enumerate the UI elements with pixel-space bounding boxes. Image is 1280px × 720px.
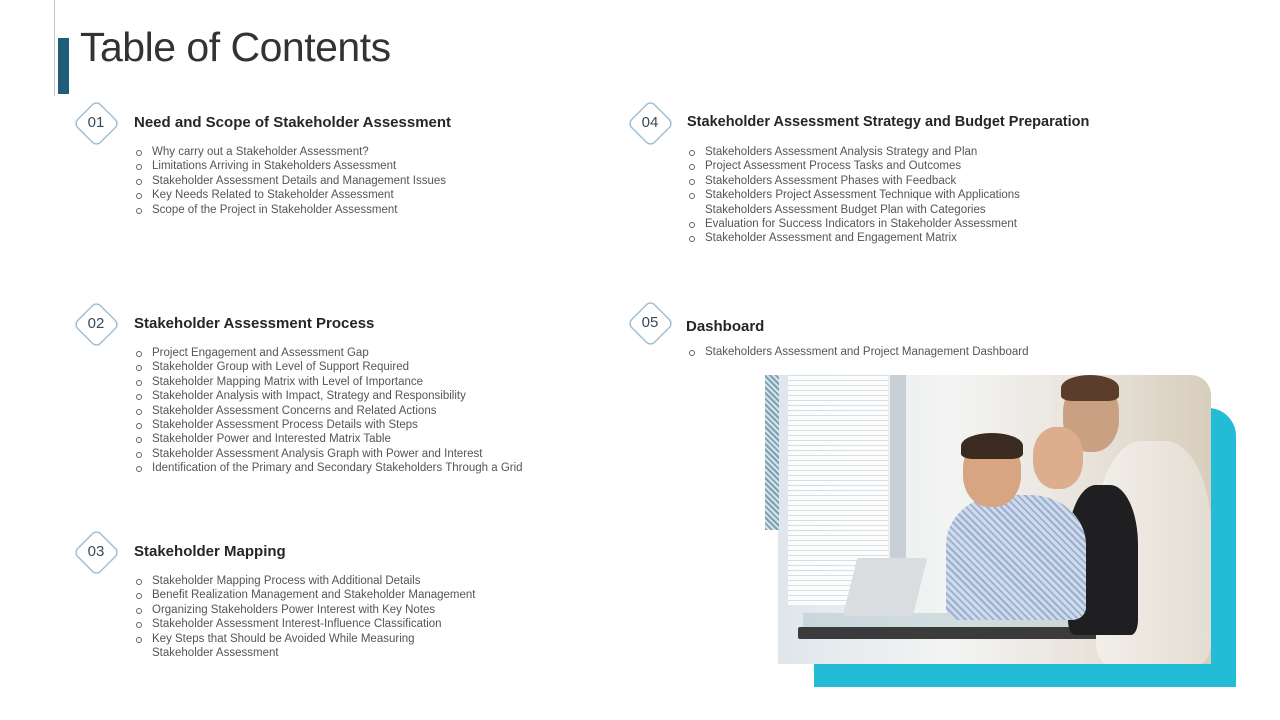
laptop <box>843 558 927 616</box>
section-number-badge <box>74 101 118 145</box>
list-item: Stakeholder Assessment Details and Management Issues <box>134 174 594 188</box>
section-number: 02 <box>87 315 105 332</box>
list-item: Stakeholders Assessment Analysis Strategy and Plan <box>687 145 1147 159</box>
person-seated-hair <box>961 433 1023 459</box>
section-number-badge <box>628 101 672 145</box>
list-item: Stakeholder Mapping Matrix with Level of Importance <box>134 375 594 389</box>
section-title: Stakeholder Assessment Process <box>134 315 375 332</box>
section-items <box>687 345 1147 359</box>
striped-accent-bar <box>765 375 779 530</box>
list-item: Evaluation for Success Indicators in Stakeholder Assessment <box>687 217 1147 231</box>
list-item: Identification of the Primary and Secondary Stakeholders Through a Grid <box>134 461 594 475</box>
list-item: Stakeholders Assessment Phases with Feedback <box>687 174 1147 188</box>
section-title: Stakeholder Assessment Strategy and Budget Preparation <box>687 114 1090 130</box>
list-item: Stakeholder Assessment Interest-Influence Classification <box>134 617 594 631</box>
section-items <box>134 574 594 660</box>
section-title: Need and Scope of Stakeholder Assessment <box>134 114 452 131</box>
section-items <box>687 145 1147 246</box>
list-item: Benefit Realization Management and Stakeholder Management <box>134 588 594 602</box>
section-items <box>134 346 594 476</box>
photo-container <box>760 375 1240 690</box>
section-number-badge <box>74 302 118 346</box>
title-accent-bar <box>58 38 69 94</box>
list-item: Stakeholder Assessment Analysis Graph with Power and Interest <box>134 447 594 461</box>
list-item: Project Engagement and Assessment Gap <box>134 346 594 360</box>
list-item: Stakeholders Project Assessment Technique with Applications <box>687 188 1147 202</box>
list-item: Organizing Stakeholders Power Interest with Key Notes <box>134 603 594 617</box>
list-item: Project Assessment Process Tasks and Outcomes <box>687 159 1147 173</box>
section-items <box>134 145 594 217</box>
list-item: Stakeholder Power and Interested Matrix Table <box>134 432 594 446</box>
section-number-badge <box>74 530 118 574</box>
list-item: Why carry out a Stakeholder Assessment? <box>134 145 594 159</box>
list-item: Limitations Arriving in Stakeholders Assessment <box>134 159 594 173</box>
title-divider-line <box>54 0 55 96</box>
section-number: 05 <box>641 314 659 331</box>
person-standing-hair <box>1061 375 1119 401</box>
list-item: Scope of the Project in Stakeholder Assessment <box>134 203 594 217</box>
list-item: Stakeholder Assessment Concerns and Related Actions <box>134 404 594 418</box>
page-title: Table of Contents <box>80 24 391 70</box>
list-item: Stakeholder Analysis with Impact, Strategy and Responsibility <box>134 389 594 403</box>
section-title: Dashboard <box>686 318 765 335</box>
list-item: Stakeholders Assessment and Project Management Dashboard <box>687 345 1147 359</box>
list-item: Stakeholder Assessment Process Details with Steps <box>134 418 594 432</box>
section-number: 01 <box>87 114 105 131</box>
list-item: Stakeholder Group with Level of Support Required <box>134 360 594 374</box>
business-team-photo <box>778 375 1211 664</box>
list-item: Stakeholder Mapping Process with Additional Details <box>134 574 594 588</box>
person-seated-body <box>946 495 1086 620</box>
list-item: Stakeholder Assessment and Engagement Matrix <box>687 231 1147 245</box>
section-number: 04 <box>641 114 659 131</box>
section-number: 03 <box>87 543 105 560</box>
person-middle-head <box>1033 427 1083 489</box>
list-item-continuation: Stakeholders Assessment Budget Plan with Categories <box>705 203 986 216</box>
list-item: Key Needs Related to Stakeholder Assessment <box>134 188 594 202</box>
list-item: Key Steps that Should be Avoided While Measuring <box>134 632 594 646</box>
list-item-continuation: Stakeholder Assessment <box>152 647 279 660</box>
section-title: Stakeholder Mapping <box>134 543 286 560</box>
section-number-badge <box>628 301 672 345</box>
